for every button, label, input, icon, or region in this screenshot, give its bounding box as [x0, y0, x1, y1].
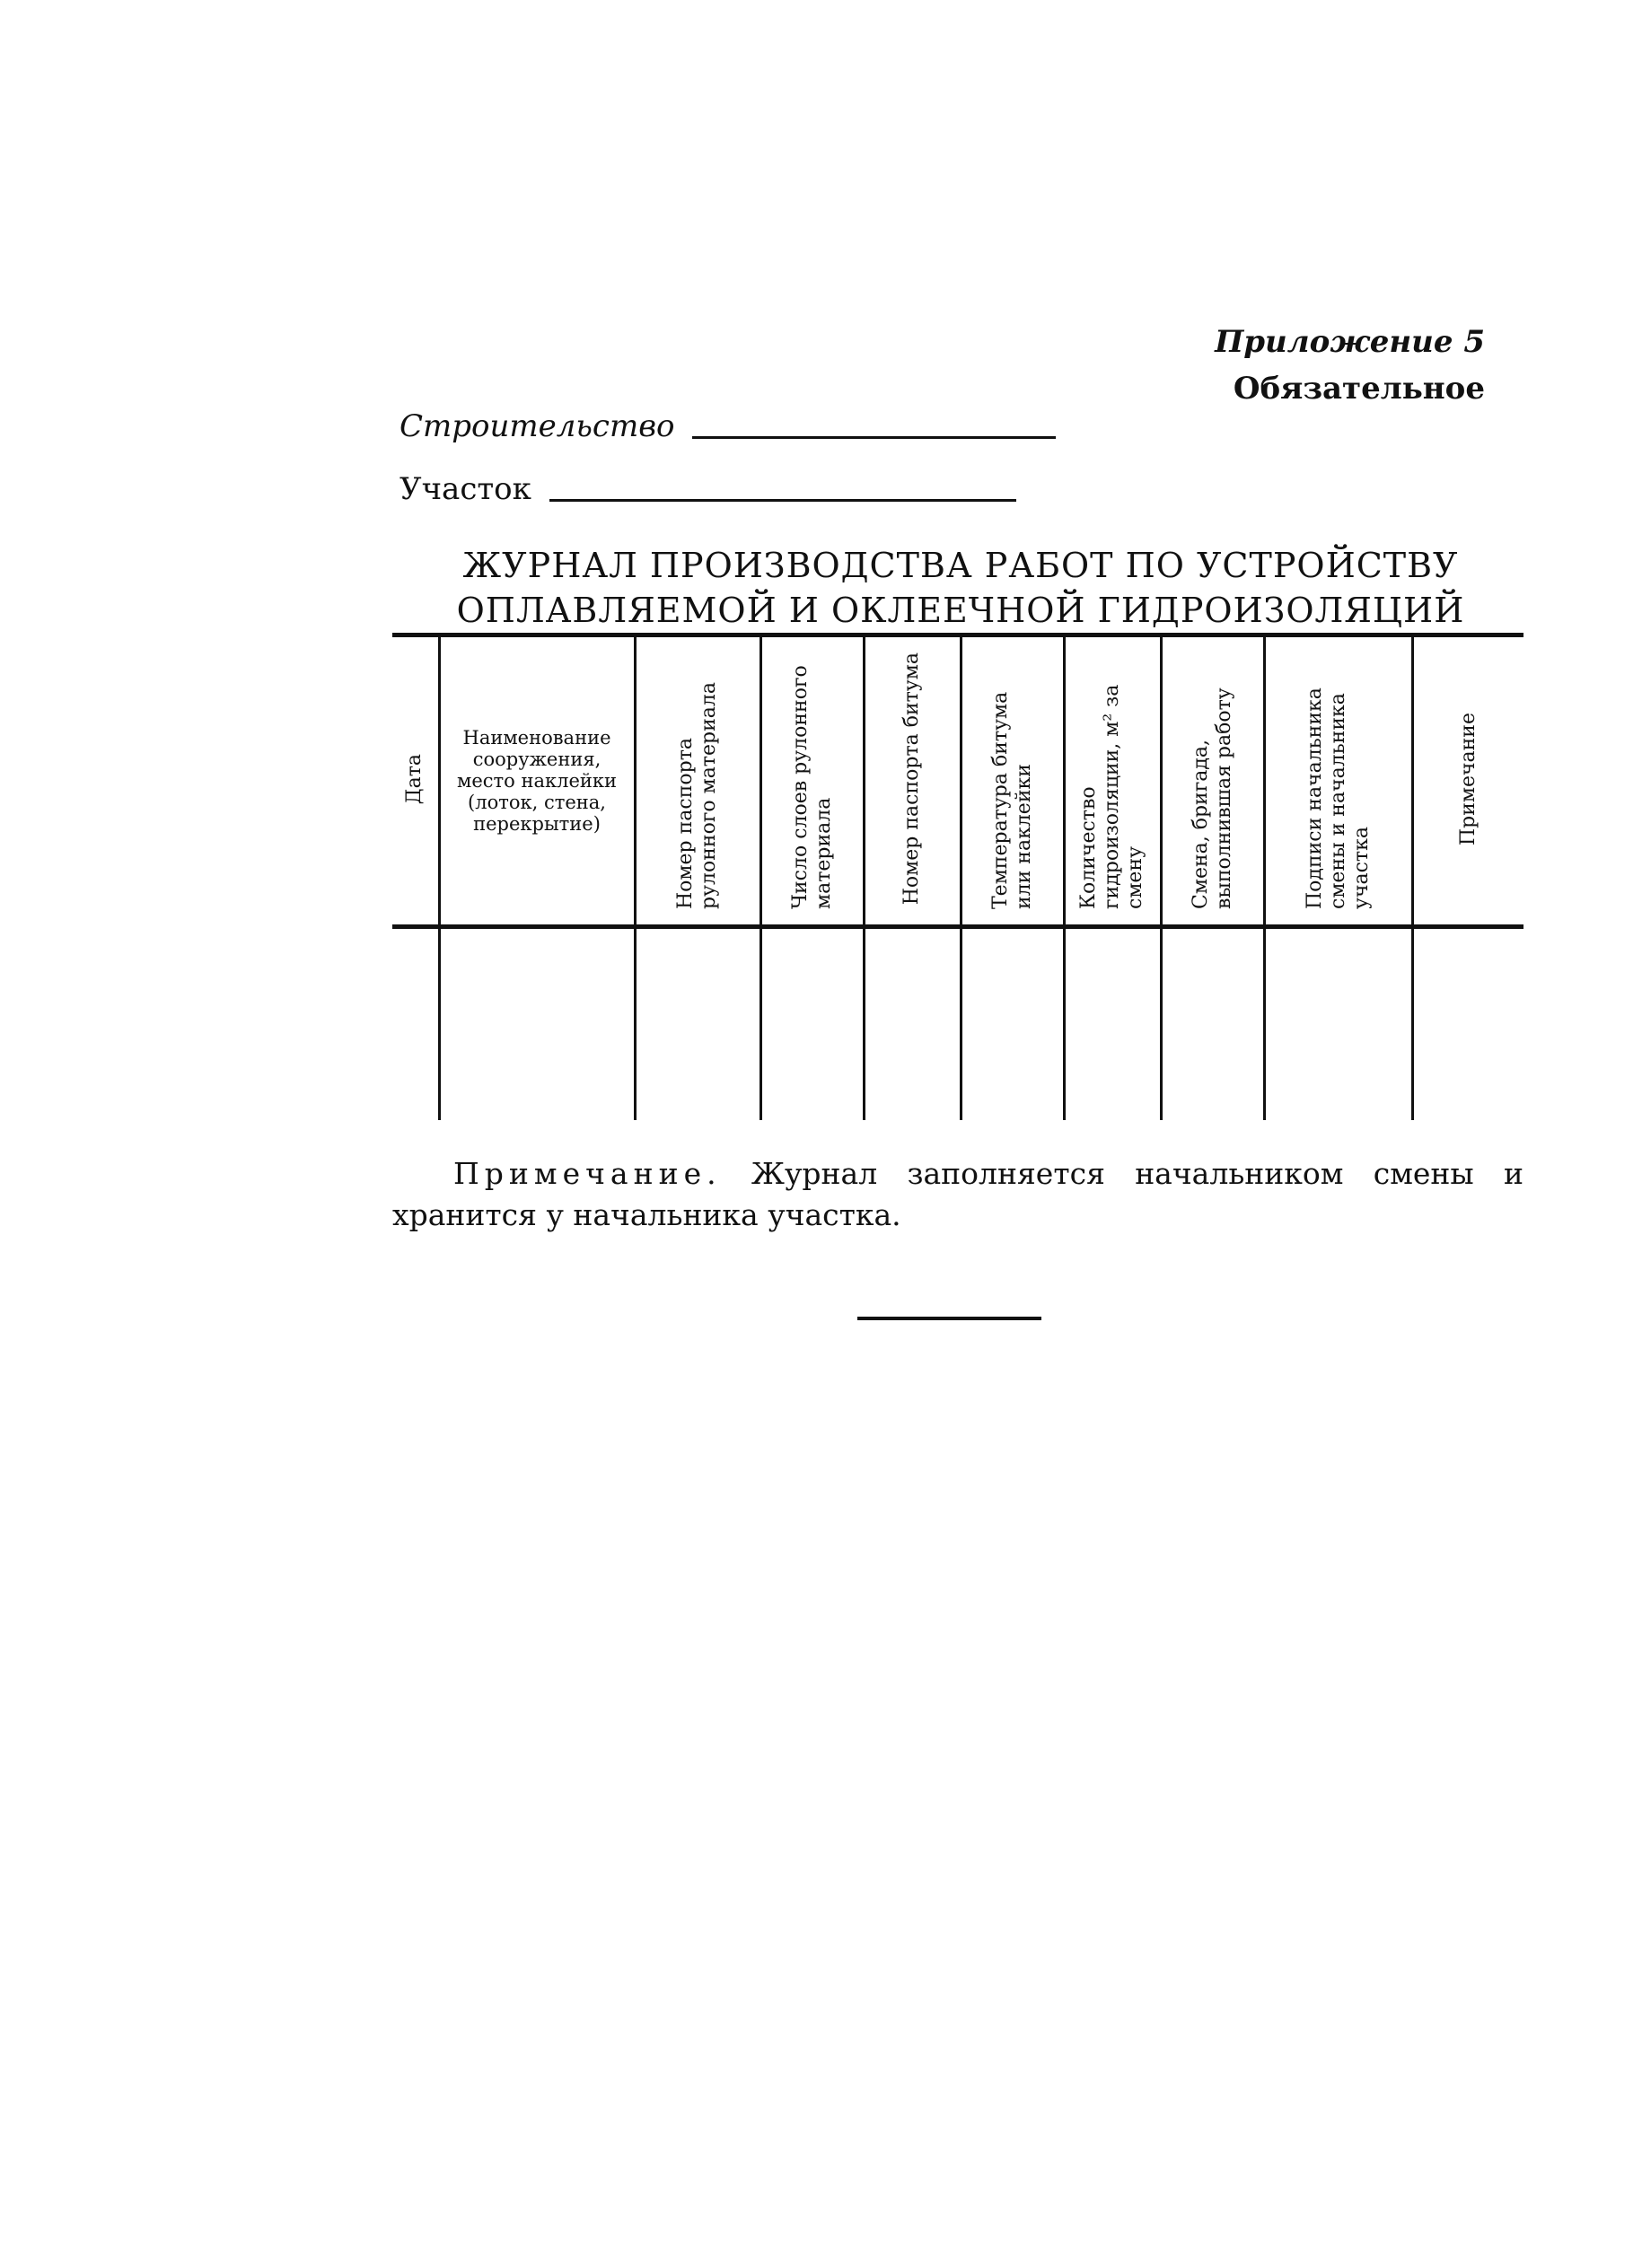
column-header-temperature: Температура битума или наклейки: [961, 635, 1064, 927]
footnote: [392, 1153, 1523, 1236]
table-cell: [439, 927, 635, 1120]
table-cell: [1064, 927, 1161, 1120]
appendix-number: Приложение 5: [1215, 324, 1485, 360]
construction-label: Строительство: [400, 408, 675, 444]
appendix-type: Обязательное: [1233, 371, 1485, 407]
table-cell: [1161, 927, 1264, 1120]
construction-fill-line: [692, 436, 1056, 439]
journal-title-line2: ОПЛАВЛЯЕМОЙ И ОКЛЕЕЧНОЙ ГИДРОИЗОЛЯЦИЙ: [456, 591, 1465, 630]
table-cell: [635, 927, 760, 1120]
column-header-structure-name: Наименование сооружения, место наклейки (лоток, стена, перекрытие): [439, 635, 635, 927]
table-cell: [864, 927, 961, 1120]
column-header-quantity: Количество гидроизоляции, м² за смену: [1064, 635, 1161, 927]
journal-table: [392, 633, 1523, 1120]
journal-title: [395, 543, 1526, 633]
footnote-label: Примечание.: [453, 1156, 722, 1191]
column-header-roll-passport: Номер паспорта рулонного материала: [635, 635, 760, 927]
column-header-layer-count: Число слоев рулонного материала: [760, 635, 864, 927]
table-row: [392, 927, 1523, 1120]
column-header-signatures: Подписи начальника смены и начальника участка: [1264, 635, 1412, 927]
column-header-bitumen-passport: Номер паспорта битума: [864, 635, 961, 927]
table-cell: [961, 927, 1064, 1120]
table-cell: [1412, 927, 1523, 1120]
table-header-row: [392, 635, 1523, 927]
table-cell: [1264, 927, 1412, 1120]
table-cell: [392, 927, 439, 1120]
appendix-header: [1215, 319, 1485, 412]
footnote-text: Журнал заполняется начальником смены и хранится у начальника участка.: [392, 1156, 1523, 1232]
site-fill-line: [549, 499, 1016, 502]
journal-title-line1: ЖУРНАЛ ПРОИЗВОДСТВА РАБОТ ПО УСТРОЙСТВУ: [462, 546, 1459, 585]
end-divider: [857, 1317, 1041, 1320]
table-cell: [760, 927, 864, 1120]
column-header-remark: Примечание: [1412, 635, 1523, 927]
site-label: Участок: [400, 471, 531, 507]
site-field: [400, 471, 1016, 507]
column-header-date: Дата: [392, 635, 439, 927]
column-header-shift-team: Смена, бригада, выполнившая работу: [1161, 635, 1264, 927]
construction-field: [400, 408, 1056, 444]
